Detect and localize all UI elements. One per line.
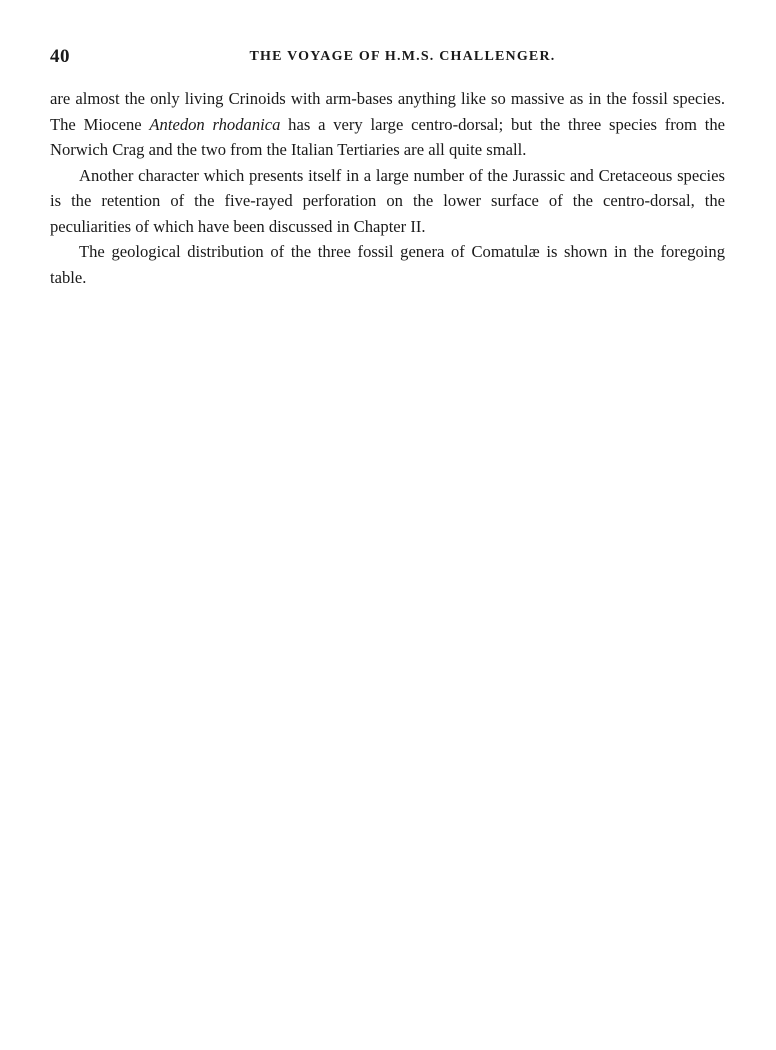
paragraph-1 [50,86,725,163]
species-name-italic: Antedon rhodanica [149,114,281,134]
paragraph-3: The geological distribution of the three fossil genera of Comatulæ is shown in the foregoing table. [50,242,725,287]
body-text [50,86,725,290]
page-number: 40 [50,46,70,67]
paragraph-1-text-a: are almost the only living Crinoids with arm-bases anything like so massive as in the fossil species. The Miocene [50,89,725,134]
page-header [50,44,725,72]
paragraph-1-text-b: has a very large centro-dorsal; but the three species from the Norwich Crag and the two from the Italian Tertiaries are all quite small. [50,114,725,159]
running-head: THE VOYAGE OF H.M.S. CHALLENGER. [249,49,556,64]
paragraph-2: Another character which presents itself in a large number of the Jurassic and Cretaceous species is the retention of the five-rayed perforation on the lower surface of the centro-dorsal, the peculiarities of which have been discussed in Chapter II. [50,165,725,236]
book-page [50,44,725,290]
